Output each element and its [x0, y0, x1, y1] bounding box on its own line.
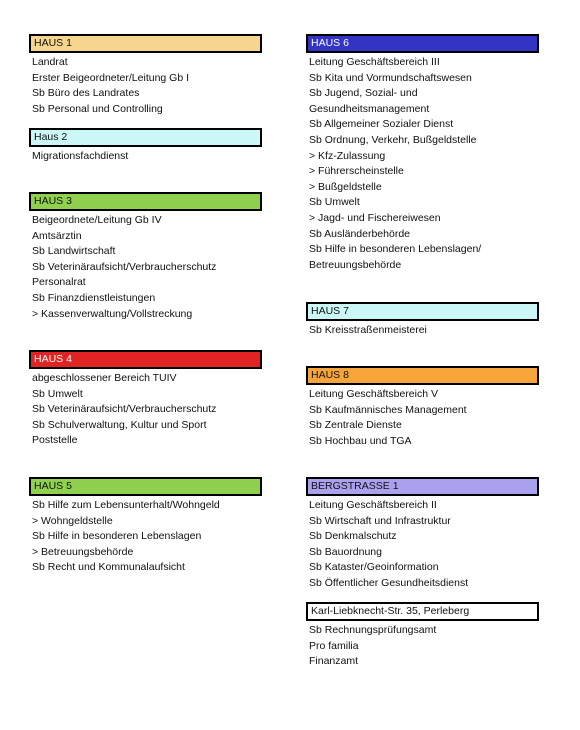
list-item: > Bußgeldstelle	[309, 180, 382, 193]
list-item: Sb Hilfe zum Lebensunterhalt/Wohngeld	[32, 499, 220, 511]
list-item: Sb Veterinäraufsicht/Verbraucherschutz	[32, 403, 217, 416]
haus-3-block	[29, 192, 262, 322]
list-item: Amtsärztin	[32, 229, 82, 242]
list-item: Sb Recht und Kommunalaufsicht	[32, 561, 185, 574]
list-item: Beigeordnete/Leitung Gb IV	[32, 214, 162, 226]
list-item: Sb Landwirtschaft	[32, 245, 116, 258]
list-item: Leitung Geschäftsbereich II	[309, 499, 437, 511]
list-item: Sb Zentrale Dienste	[309, 419, 402, 432]
block-heading: HAUS 5	[29, 477, 262, 496]
list-item: Sb Denkmalschutz	[309, 530, 397, 543]
list-item: Sb Bauordnung	[309, 545, 382, 558]
list-item: Poststelle	[32, 434, 78, 447]
list-item: Sb Öffentlicher Gesundheitsdienst	[309, 576, 469, 589]
block-heading: HAUS 7	[306, 302, 539, 321]
block-heading: HAUS 4	[29, 350, 262, 369]
list-item: Sb Kataster/Geoinformation	[309, 561, 439, 574]
list-item: Sb Veterinäraufsicht/Verbraucherschutz	[32, 260, 217, 273]
list-item: Betreuungsbehörde	[309, 258, 402, 271]
list-item: Leitung Geschäftsbereich III	[309, 56, 440, 68]
list-item: Finanzamt	[309, 655, 359, 668]
list-item: Sb Wirtschaft und Infrastruktur	[309, 514, 451, 527]
list-item: > Betreuungsbehörde	[32, 545, 134, 558]
block-heading: HAUS 3	[29, 192, 262, 211]
haus-6-block	[306, 34, 539, 273]
list-item: Sb Jugend, Sozial- und	[309, 87, 418, 100]
list-item: Sb Büro des Landrates	[32, 87, 140, 100]
list-item: Landrat	[32, 56, 68, 68]
list-item: Sb Allgemeiner Sozialer Dienst	[309, 118, 454, 131]
list-item: Sb Ordnung, Verkehr, Bußgeldstelle	[309, 133, 477, 146]
list-item: > Kfz-Zulassung	[309, 149, 386, 162]
list-item: Sb Ausländerbehörde	[309, 227, 410, 240]
list-item: Sb Umwelt	[32, 387, 83, 400]
list-item: > Kassenverwaltung/Vollstreckung	[32, 307, 193, 320]
list-item: Erster Beigeordneter/Leitung Gb I	[32, 71, 190, 84]
haus-7-block	[306, 302, 539, 339]
list-item: Sb Personal und Controlling	[32, 102, 163, 115]
bergstrasse-1-block	[306, 477, 539, 592]
block-heading: HAUS 1	[29, 34, 262, 53]
list-item: Sb Rechnungsprüfungsamt	[309, 624, 437, 636]
list-item: > Jagd- und Fischereiwesen	[309, 211, 441, 224]
list-item: Pro familia	[309, 639, 359, 652]
list-item: Personalrat	[32, 276, 86, 289]
haus-8-block	[306, 366, 539, 449]
block-heading: HAUS 8	[306, 366, 539, 385]
karl-liebknecht-block	[306, 602, 539, 670]
list-item: Sb Hilfe in besonderen Lebenslagen/	[309, 243, 482, 256]
block-heading: Haus 2	[29, 128, 262, 147]
list-item: > Wohngeldstelle	[32, 514, 113, 527]
haus-4-block	[29, 350, 262, 449]
list-item: Sb Schulverwaltung, Kultur und Sport	[32, 418, 207, 431]
list-item: Sb Kita und Vormundschaftswesen	[309, 71, 472, 84]
haus-1-block	[29, 34, 262, 117]
list-item: Sb Hilfe in besonderen Lebenslagen	[32, 530, 202, 543]
list-item: Gesundheitsmanagement	[309, 102, 430, 115]
haus-2-block	[29, 128, 262, 165]
list-item: Sb Umwelt	[309, 196, 360, 209]
list-item: > Führerscheinstelle	[309, 165, 404, 178]
block-heading: BERGSTRASSE 1	[306, 477, 539, 496]
list-item: Sb Finanzdienstleistungen	[32, 291, 156, 304]
haus-5-block	[29, 477, 262, 576]
list-item: Sb Hochbau und TGA	[309, 434, 412, 447]
block-heading: Karl-Liebknecht-Str. 35, Perleberg	[306, 602, 539, 621]
list-item: Migrationsfachdienst	[32, 150, 129, 162]
block-heading: HAUS 6	[306, 34, 539, 53]
list-item: Leitung Geschäftsbereich V	[309, 388, 438, 400]
list-item: Sb Kreisstraßenmeisterei	[309, 324, 427, 336]
list-item: abgeschlossener Bereich TUIV	[32, 372, 177, 384]
list-item: Sb Kaufmännisches Management	[309, 403, 467, 416]
